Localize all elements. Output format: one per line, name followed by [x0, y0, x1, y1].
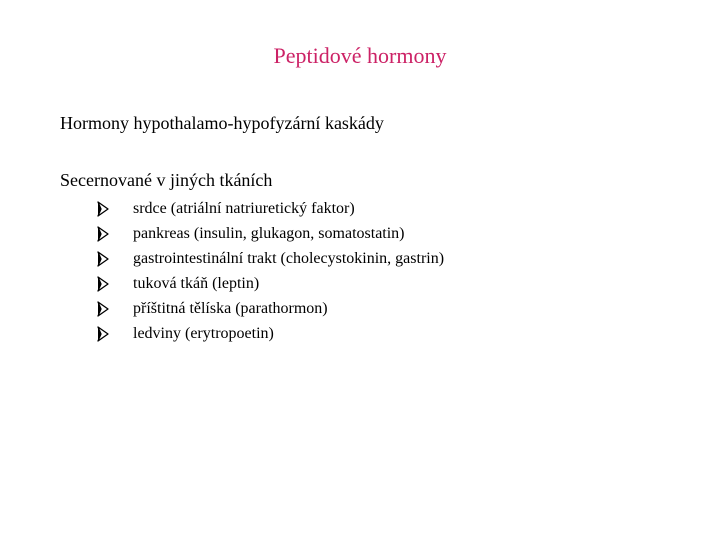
list-item-text: srdce (atriální natriuretický faktor) — [133, 199, 355, 217]
list-item-text: pankreas (insulin, glukagon, somatostatin) — [133, 224, 405, 242]
arrow-bullet-icon — [97, 226, 133, 242]
list-item-text: tuková tkáň (leptin) — [133, 274, 260, 292]
list-item — [97, 221, 444, 246]
slide-title: Peptidové hormony — [273, 43, 447, 68]
list-item — [97, 246, 444, 271]
list-item — [97, 196, 444, 221]
heading-secernovane: Secernované v jiných tkáních — [60, 170, 273, 190]
arrow-bullet-icon — [97, 276, 133, 292]
list-item-text: ledviny (erytropoetin) — [133, 324, 274, 342]
list-item-text: příštitná tělíska (parathormon) — [133, 299, 328, 317]
heading-hypothalamo-hypofyzarni: Hormony hypothalamo-hypofyzární kaskády — [60, 113, 384, 133]
arrow-bullet-icon — [97, 301, 133, 317]
list-item — [97, 321, 444, 346]
bullet-list — [97, 196, 444, 346]
list-item — [97, 271, 444, 296]
list-item — [97, 296, 444, 321]
arrow-bullet-icon — [97, 201, 133, 217]
arrow-bullet-icon — [97, 326, 133, 342]
arrow-bullet-icon — [97, 251, 133, 267]
list-item-text: gastrointestinální trakt (cholecystokinin, gastrin) — [133, 249, 445, 267]
